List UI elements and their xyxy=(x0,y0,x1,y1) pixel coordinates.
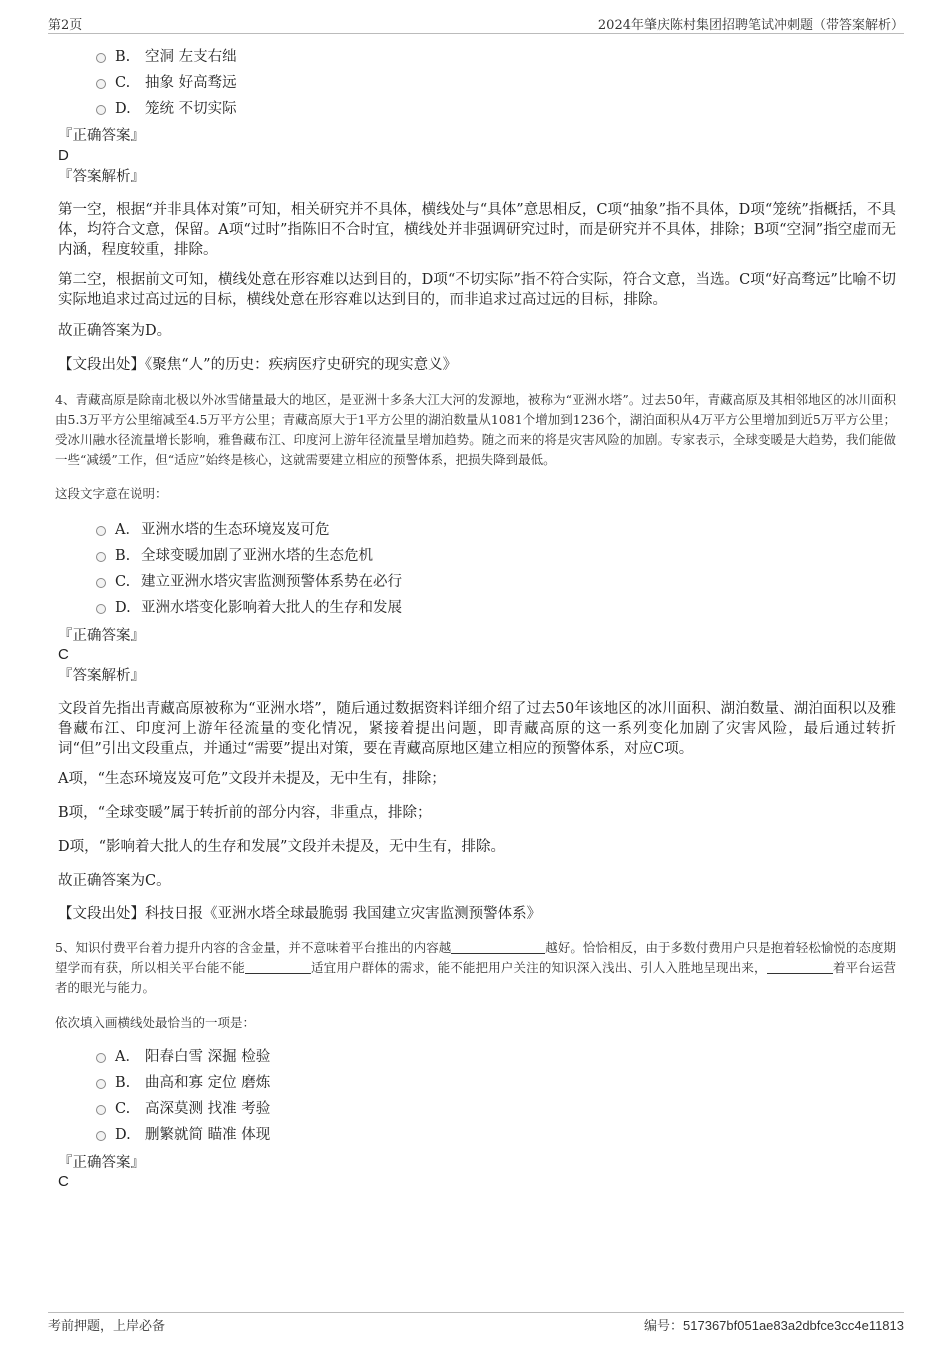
q4-option-d[interactable]: D. 亚洲水塔变化影响着大批人的生存和发展 xyxy=(96,598,402,618)
q4-conclusion: 故正确答案为C。 xyxy=(58,873,171,889)
document-id: 编号：517367bf051ae83a2dbfce3cc4e11813 xyxy=(644,1318,904,1334)
radio-icon[interactable] xyxy=(96,552,106,562)
q5-stem: 5、知识付费平台着力提升内容的含金量，并不意味着平台推出的内容越 越好。恰恰相反，由于多数付费用户只是抱着轻松愉悦的态度期望学而有获，所以相关平台能不能 适宜用户群体的需求，能不能把用户关注的知识深入浅出、引人入胜地呈现出来， 着平台运营者的眼光与能力。 xyxy=(55,940,896,995)
fill-blank-1 xyxy=(451,940,545,954)
fill-blank-2 xyxy=(245,960,311,974)
q5-answer: C xyxy=(58,1173,69,1190)
radio-icon[interactable] xyxy=(96,1105,106,1115)
radio-icon[interactable] xyxy=(96,1131,106,1141)
q3-answer-label: 『正确答案』 xyxy=(58,128,145,144)
fill-blank-3 xyxy=(767,960,833,974)
page-header xyxy=(48,14,904,34)
radio-icon[interactable] xyxy=(96,1053,106,1063)
q4-option-b[interactable]: B. 全球变暖加剧了亚洲水塔的生态危机 xyxy=(96,546,373,566)
page-number: 第2页 xyxy=(48,18,83,33)
radio-icon[interactable] xyxy=(96,604,106,614)
q5-option-d[interactable]: D. 删繁就简 瞄准 体现 xyxy=(96,1125,270,1145)
q4-analysis-paragraph: B项，“全球变暖”属于转折前的部分内容，非重点，排除； xyxy=(58,805,432,821)
page-footer xyxy=(48,1312,904,1334)
q4-answer-label: 『正确答案』 xyxy=(58,628,145,644)
q4-option-a[interactable]: A．亚洲水塔的生态环境岌岌可危 xyxy=(96,520,330,540)
q4-analysis-paragraph: D项，“影响着大批人的生存和发展”文段并未提及，无中生有，排除。 xyxy=(58,839,505,855)
q4-option-c[interactable]: C. 建立亚洲水塔灾害监测预警体系势在必行 xyxy=(96,572,402,592)
q5-option-c[interactable]: C. 高深莫测 找准 考验 xyxy=(96,1099,270,1119)
footer-slogan: 考前押题，上岸必备 xyxy=(48,1319,166,1334)
q3-analysis-paragraph: 第二空，根据前文可知，横线处意在形容难以达到目的，D项“不切实际”指不符合实际，符合文意，当选。C项“好高骛远”比喻不切实际地追求过高过远的目标，横线处意在形容难以达到目的，而非追求过高过远的目标，排除。 xyxy=(58,272,896,308)
q5-option-b[interactable]: B. 曲高和寡 定位 磨炼 xyxy=(96,1073,270,1093)
radio-icon[interactable] xyxy=(96,105,106,115)
q3-source: 【文段出处】《聚焦“人”的历史：疾病医疗史研究的现实意义》 xyxy=(58,357,458,373)
q4-analysis-paragraph: 文段首先指出青藏高原被称为“亚洲水塔”，随后通过数据资料详细介绍了过去50年该地区的冰川面积、湖泊数量、湖泊面积以及雅鲁藏布江、印度河上游年径流量的变化情况，紧接着提出问题，即青藏高原的这一系列变化加剧了灾害风险，最后通过转折词“但”引出文段重点，并通过“需要”提出对策，要在青藏高原地区建立相应的预警体系，对应C项。 xyxy=(58,701,896,757)
q4-analysis-label: 『答案解析』 xyxy=(58,668,145,684)
radio-icon[interactable] xyxy=(96,578,106,588)
q5-option-a[interactable]: A． 阳春白雪 深掘 检验 xyxy=(96,1047,270,1067)
q5-answer-label: 『正确答案』 xyxy=(58,1155,145,1171)
q4-source: 【文段出处】科技日报《亚洲水塔全球最脆弱 我国建立灾害监测预警体系》 xyxy=(58,906,542,922)
q4-analysis-paragraph: A项，“生态环境岌岌可危”文段并未提及，无中生有，排除； xyxy=(58,771,446,787)
q3-analysis-paragraph: 第一空，根据“并非具体对策”可知，相关研究并不具体，横线处与“具体”意思相反，C项“抽象”指不具体，D项“笼统”指概括，不具体，均符合文意，保留。A项“过时”指陈旧不合时宜，横线处并非强调研究过时，而是研究并不具体，排除；B项“空洞”指空虚而无内涵，程度较重，排除。 xyxy=(58,202,896,258)
document-title: 2024年肇庆陈村集团招聘笔试冲刺题（带答案解析） xyxy=(597,18,904,33)
q4-stem: 4、青藏高原是除南北极以外冰雪储量最大的地区，是亚洲十多条大江大河的发源地，被称为“亚洲水塔”。过去50年，青藏高原及其相邻地区的冰川面积由5.3万平方公里缩减至4.5万平方公里；青藏高原大于1平方公里的湖泊数量从1081个增加到1236个，湖泊面积从4万平方公里增加到近5万平方公里；受冰川融水径流量增长影响，雅鲁藏布江、印度河上游年径流量呈增加趋势。随之而来的将是灾害风险的加剧。专家表示，全球变暖是大趋势，我们能做一些“减缓”工作，但“适应”始终是核心，这就需要建立相应的预警体系，把损失降到最低。 xyxy=(55,392,896,467)
q3-analysis-label: 『答案解析』 xyxy=(58,169,145,185)
q4-instruction: 这段文字意在说明： xyxy=(55,486,168,501)
q5-instruction: 依次填入画横线处最恰当的一项是： xyxy=(55,1015,256,1030)
radio-icon[interactable] xyxy=(96,1079,106,1089)
q4-answer: C xyxy=(58,646,69,663)
q3-answer: D xyxy=(58,147,69,164)
q3-option-b[interactable]: B. 空洞 左支右绌 xyxy=(96,47,237,67)
q3-option-d[interactable]: D. 笼统 不切实际 xyxy=(96,99,237,119)
q3-option-c[interactable]: C. 抽象 好高骛远 xyxy=(96,73,237,93)
q3-conclusion: 故正确答案为D。 xyxy=(58,323,172,339)
radio-icon[interactable] xyxy=(96,53,106,63)
radio-icon[interactable] xyxy=(96,526,106,536)
radio-icon[interactable] xyxy=(96,79,106,89)
